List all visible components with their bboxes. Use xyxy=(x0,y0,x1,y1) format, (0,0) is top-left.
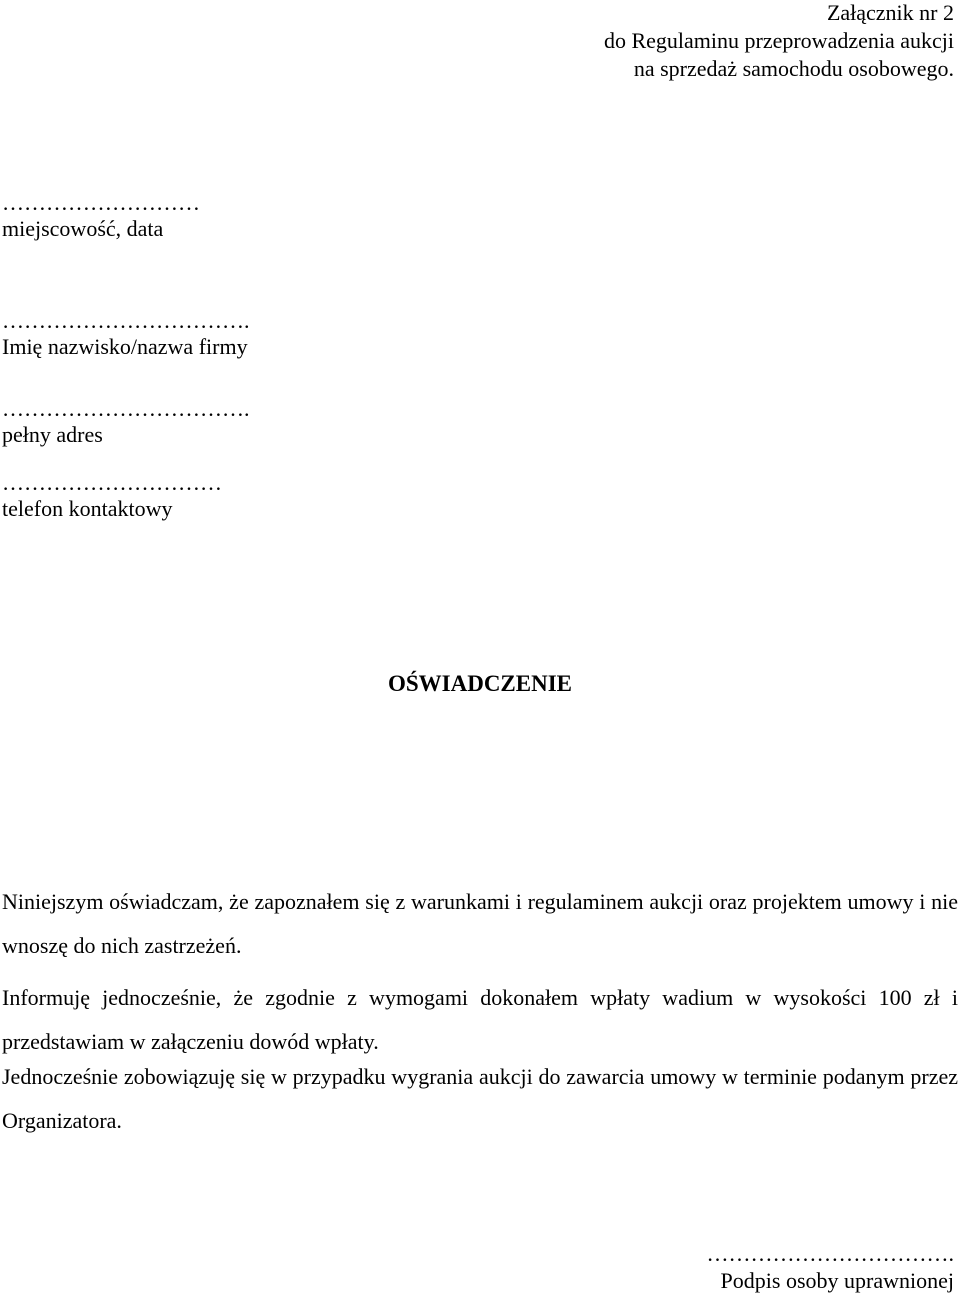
attachment-number: Załącznik nr 2 xyxy=(826,0,954,25)
attachment-regulation-line: do Regulaminu przeprowadzenia aukcji xyxy=(603,28,954,53)
name-dots: ……………………………. xyxy=(2,308,250,333)
place-date-dots: ……………………… xyxy=(2,190,200,215)
declaration-paragraph-1: Niniejszym oświadczam, że zapoznałem się z warunkami i regulaminem aukcji oraz projektem umowy i nie wnoszę do nich zastrzeżeń. xyxy=(2,889,958,958)
address-dots: ……………………………. xyxy=(2,396,250,421)
phone-dots: ………………………… xyxy=(2,470,222,495)
name-label: Imię nazwisko/nazwa firmy xyxy=(2,334,248,359)
declaration-paragraph-2: Informuję jednocześnie, że zgodnie z wymogami dokonałem wpłaty wadium w wysokości 100 zł i przedstawiam w załączeniu dowód wpłaty. xyxy=(2,985,958,1054)
attachment-subject-line: na sprzedaż samochodu osobowego. xyxy=(633,56,954,81)
declaration-title: OŚWIADCZENIE xyxy=(387,671,573,696)
place-date-label: miejscowość, data xyxy=(2,216,164,241)
phone-label: telefon kontaktowy xyxy=(2,496,173,521)
declaration-paragraph-3: Jednocześnie zobowiązuję się w przypadku wygrania aukcji do zawarcia umowy w terminie podanym przez Organizatora. xyxy=(2,1064,958,1133)
signature-label: Podpis osoby uprawnionej xyxy=(720,1268,954,1293)
signature-dots: ……………………………. xyxy=(706,1241,954,1266)
address-label: pełny adres xyxy=(2,422,103,447)
